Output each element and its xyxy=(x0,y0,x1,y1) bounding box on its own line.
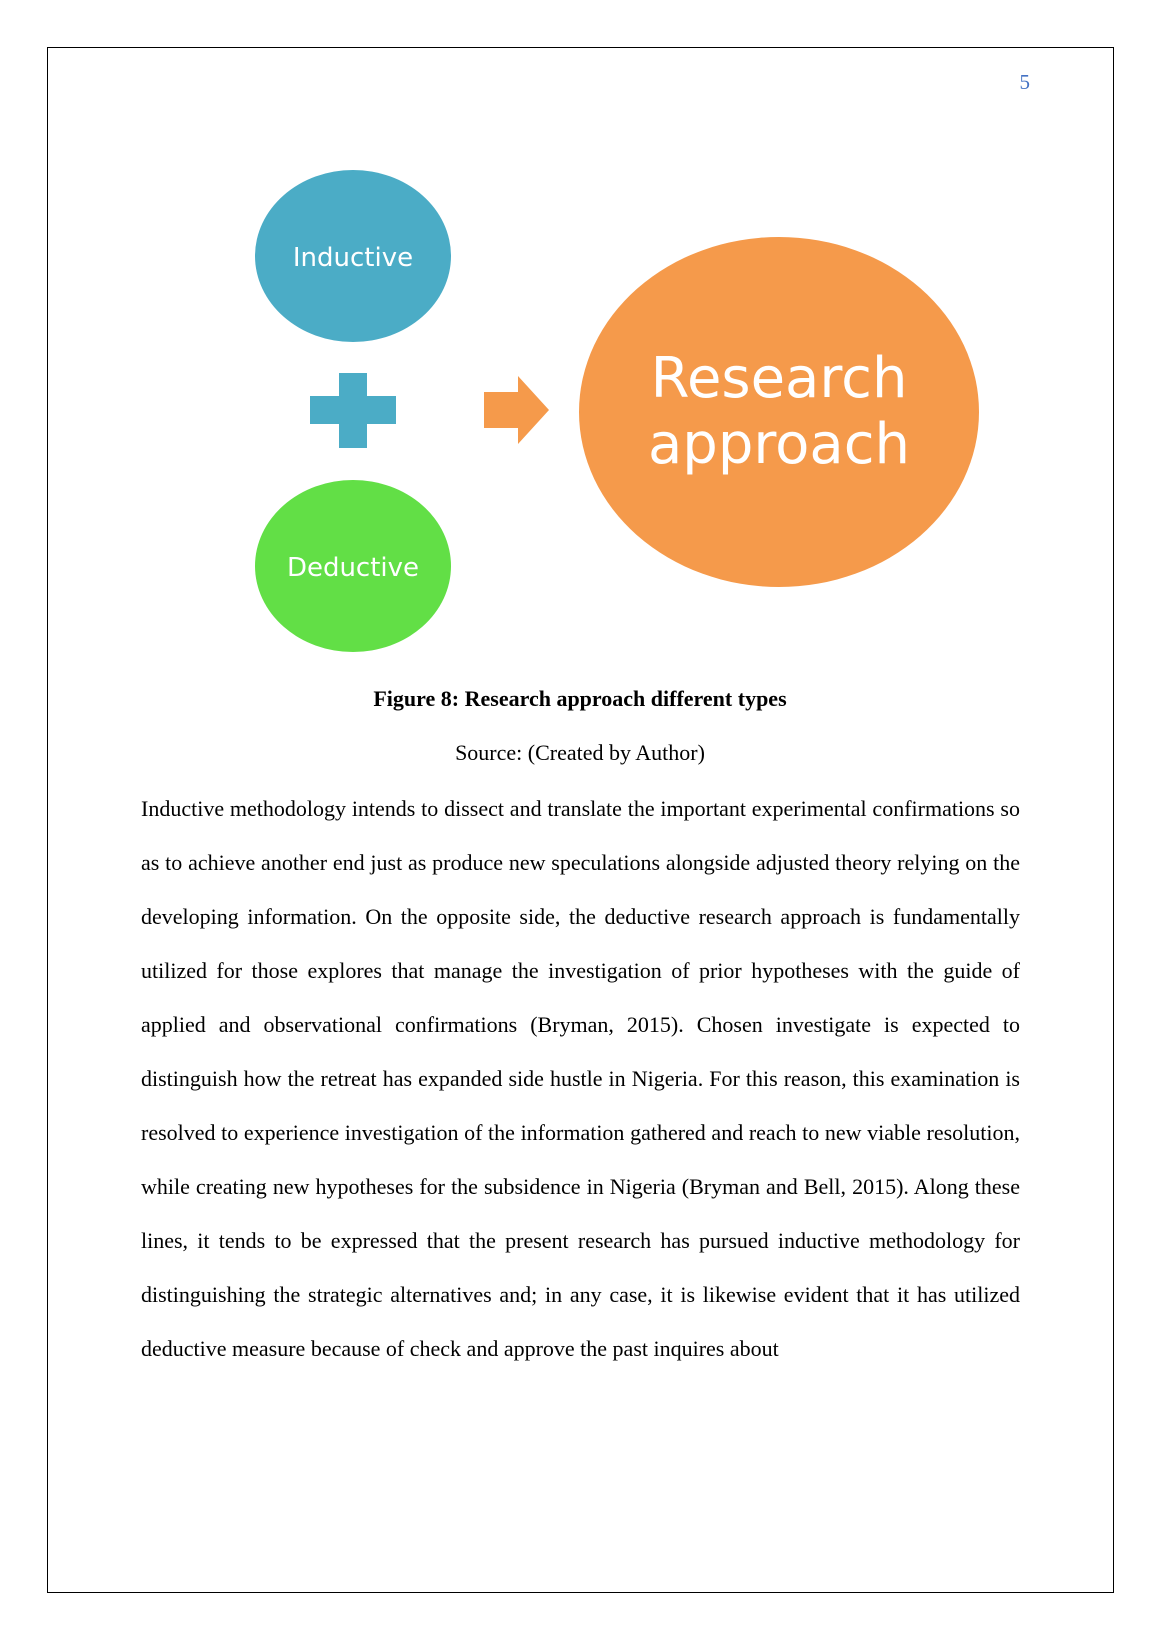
deductive-label: Deductive xyxy=(286,553,420,583)
inductive-label: Inductive xyxy=(292,243,414,273)
body-paragraph: Inductive methodology intends to dissect and translate the important experimental confirmations so as to achieve another end just as produce new speculations alongside adjusted theory relying on the developing information. On the opposite side, the deductive research approach is fundamentally utilized for those explores that manage the investigation of prior hypotheses with the guide of applied and observational confirmations (Bryman, 2015). Chosen investigate is expected to distinguish how the retreat has expanded side hustle in Nigeria. For this reason, this examination is resolved to experience investigation of the information gathered and reach to new viable resolution, while creating new hypotheses for the subsidence in Nigeria (Bryman and Bell, 2015). Along these lines, it tends to be expressed that the present research has pursued inductive methodology for distinguishing the strategic alternatives and; in any case, it is likewise evident that it has utilized deductive measure because of check and approve the past inquires about xyxy=(141,796,1020,1361)
inductive-bubble xyxy=(255,170,451,342)
research-approach-diagram xyxy=(0,0,1158,680)
plus-icon xyxy=(310,373,396,448)
page-number: 5 xyxy=(1019,70,1030,94)
research-approach-label-line2: approach xyxy=(647,412,911,477)
arrow-right-icon xyxy=(484,376,549,444)
figure-caption: Figure 8: Research approach different types xyxy=(373,686,787,711)
figure-source: Source: (Created by Author) xyxy=(455,740,705,765)
research-approach-bubble xyxy=(579,237,979,587)
research-approach-label-line1: Research xyxy=(650,346,908,411)
deductive-bubble xyxy=(255,480,451,652)
